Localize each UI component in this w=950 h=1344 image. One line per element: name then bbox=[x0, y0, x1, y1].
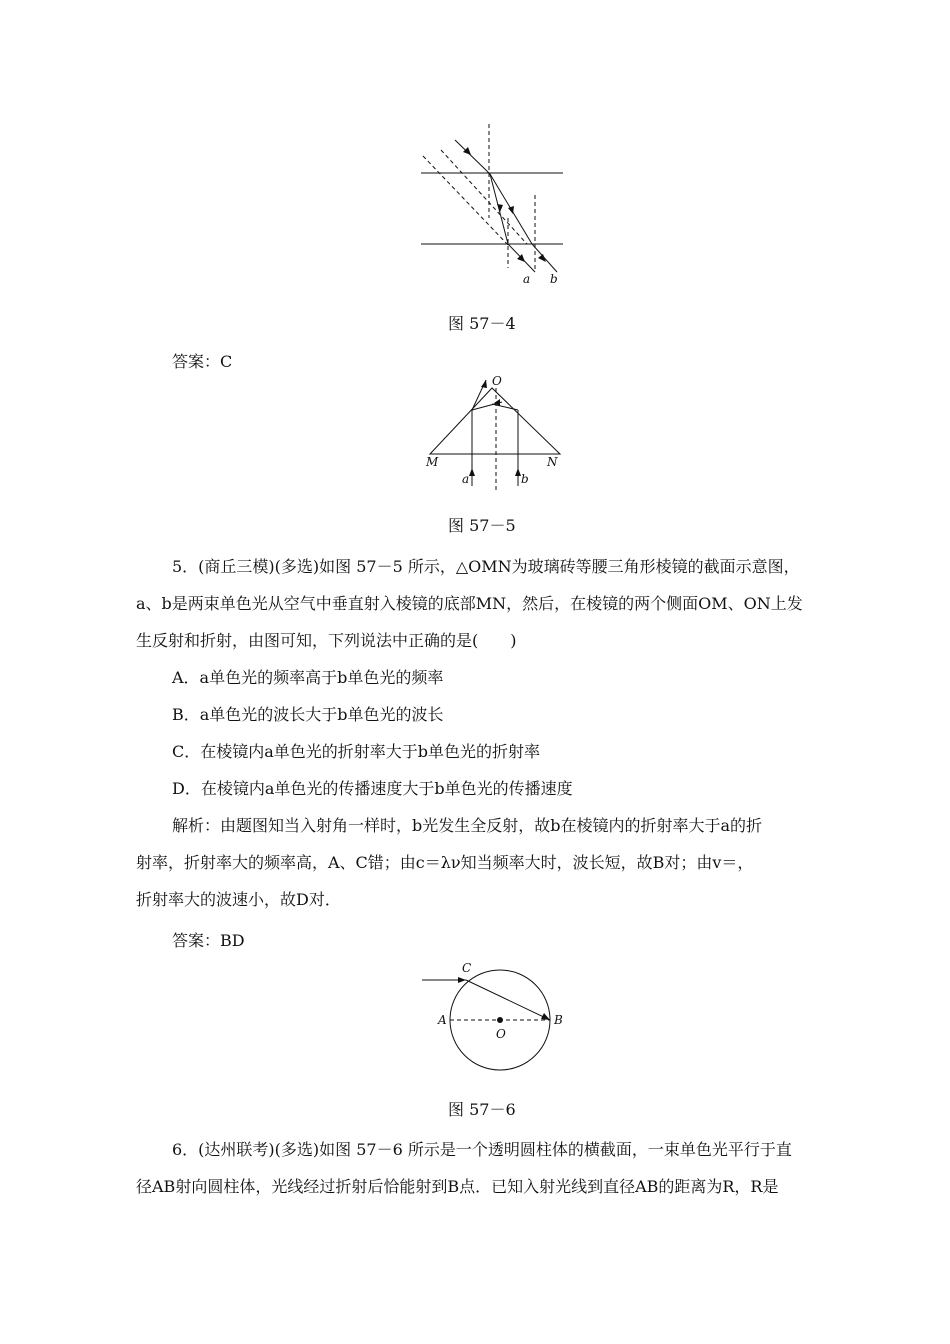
arrow-icon bbox=[458, 977, 466, 983]
incident-ray bbox=[455, 140, 490, 174]
label-a: a bbox=[523, 272, 531, 286]
label-N: N bbox=[547, 455, 558, 469]
q5-analysis-line1: 解析：由题图知当入射角一样时，b光发生全反射，故b在棱镜内的折射率大于a的折 bbox=[172, 816, 763, 835]
answer-q5: 答案：BD bbox=[172, 931, 245, 950]
label-B: B bbox=[554, 1013, 563, 1027]
figure-57-4 bbox=[415, 120, 570, 290]
figure-caption-57-5: 图 57－5 bbox=[448, 516, 516, 535]
label-C: C bbox=[462, 961, 472, 975]
label-O: O bbox=[492, 374, 502, 388]
q5-line3: 生反射和折射，由图可知，下列说法中正确的是( ) bbox=[136, 631, 517, 650]
q5-analysis-line2: 射率，折射率大的频率高，A、C错；由c＝λν知当频率大时，波长短，故B对；由v＝， bbox=[136, 853, 754, 872]
arrow-icon bbox=[463, 147, 471, 155]
dashed-incident-extension-2 bbox=[441, 150, 527, 244]
figure-57-5 bbox=[420, 372, 570, 492]
figure-57-6 bbox=[420, 958, 580, 1078]
arrow-icon bbox=[497, 204, 503, 212]
arrow-icon bbox=[508, 206, 514, 214]
arrow-icon bbox=[481, 380, 487, 388]
q6-line1: 6．(达州联考)(多选)如图 57－6 所示是一个透明圆柱体的横截面，一束单色光平行于直 bbox=[172, 1140, 792, 1159]
label-O: O bbox=[496, 1027, 506, 1041]
q5-line1: 5．(商丘三模)(多选)如图 57－5 所示，△OMN为玻璃砖等腰三角形棱镜的截面示意图， bbox=[172, 557, 800, 576]
label-M: M bbox=[426, 455, 439, 469]
q5-option-d: D．在棱镜内a单色光的传播速度大于b单色光的传播速度 bbox=[172, 779, 573, 798]
q5-line2: a、b是两束单色光从空气中垂直射入棱镜的底部MN，然后，在棱镜的两个侧面OM、ON上发 bbox=[136, 594, 803, 613]
arrow-icon bbox=[541, 1013, 550, 1020]
label-b: b bbox=[521, 472, 529, 486]
q5-option-c: C．在棱镜内a单色光的折射率大于b单色光的折射率 bbox=[172, 742, 541, 761]
label-A: A bbox=[438, 1013, 447, 1027]
q5-option-b: B．a单色光的波长大于b单色光的波长 bbox=[172, 705, 444, 724]
figure-caption-57-4: 图 57－4 bbox=[448, 314, 516, 333]
arrow-icon bbox=[469, 468, 475, 476]
center-point-O bbox=[497, 1017, 503, 1023]
label-a: a bbox=[462, 472, 470, 486]
figure-caption-57-6: 图 57－6 bbox=[448, 1100, 516, 1119]
q5-analysis-line3: 折射率大的波速小，故D对． bbox=[136, 890, 341, 909]
prism-triangle bbox=[430, 388, 560, 454]
answer-q4: 答案：C bbox=[172, 352, 233, 371]
refracted-ray bbox=[466, 980, 550, 1020]
q6-line2: 径AB射向圆柱体，光线经过折射后恰能射到B点．已知入射光线到直径AB的距离为R，R是 bbox=[136, 1177, 779, 1196]
dashed-incident-extension-1 bbox=[423, 156, 509, 246]
label-b: b bbox=[550, 272, 558, 286]
q5-option-a: A．a单色光的频率高于b单色光的频率 bbox=[172, 668, 444, 687]
